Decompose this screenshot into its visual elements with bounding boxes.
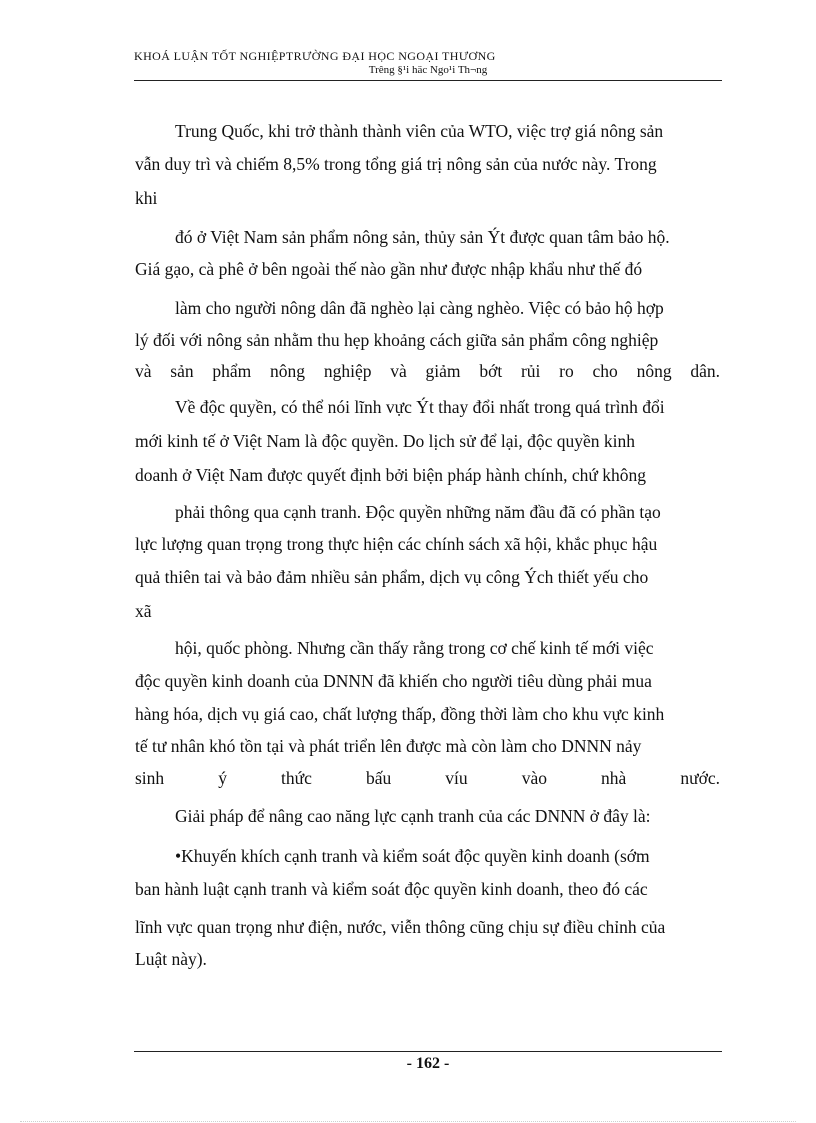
body-line: quả thiên tai và bảo đảm nhiều sản phẩm, dịch vụ công Ých thiết yếu cho bbox=[135, 567, 649, 587]
body-line: lý đối với nông sản nhằm thu hẹp khoảng cách giữa sản phẩm công nghiệp bbox=[135, 330, 659, 350]
page-edge-dots bbox=[20, 1121, 796, 1122]
body-line: Trung Quốc, khi trở thành thành viên của WTO, việc trợ giá nông sản bbox=[175, 121, 664, 141]
body-line: hàng hóa, dịch vụ giá cao, chất lượng thấp, đồng thời làm cho khu vực kinh bbox=[135, 704, 665, 724]
body-line: làm cho người nông dân đã nghèo lại càng nghèo. Việc có bảo hộ hợp bbox=[175, 298, 664, 318]
body-line: Về độc quyền, có thể nói lĩnh vực Ýt thay đổi nhất trong quá trình đổi bbox=[175, 397, 665, 417]
body-line: lĩnh vực quan trọng như điện, nước, viễn thông cũng chịu sự điều chỉnh của bbox=[135, 917, 666, 937]
body-line: ban hành luật cạnh tranh và kiểm soát độc quyền kinh doanh, theo đó các bbox=[135, 879, 648, 899]
body-line: Luật này). bbox=[135, 949, 207, 969]
body-line: sinh ý thức bấu víu vào nhà nước. bbox=[135, 768, 720, 788]
body-line: hội, quốc phòng. Nhưng cần thấy rằng trong cơ chế kinh tế mới việc bbox=[175, 638, 654, 658]
body-line: xã bbox=[135, 601, 152, 621]
bullet-item-line: •Khuyến khích cạnh tranh và kiểm soát độc quyền kinh doanh (sớm bbox=[175, 846, 650, 866]
body-line: vẫn duy trì và chiếm 8,5% trong tổng giá trị nông sản của nước này. Trong bbox=[135, 154, 657, 174]
body-line: doanh ở Việt Nam được quyết định bởi biện pháp hành chính, chứ không bbox=[135, 465, 646, 485]
running-header-title: KHOÁ LUẬN TỐT NGHIỆPTRƯỜNG ĐẠI HỌC NGOẠI THƯƠNG bbox=[134, 49, 496, 63]
body-line: khi bbox=[135, 188, 158, 208]
body-line: mới kinh tế ở Việt Nam là độc quyền. Do lịch sử để lại, độc quyền kinh bbox=[135, 431, 635, 451]
body-line: độc quyền kinh doanh của DNNN đã khiến cho người tiêu dùng phải mua bbox=[135, 671, 652, 691]
body-line: và sản phẩm nông nghiệp và giảm bớt rủi ro cho nông dân. bbox=[135, 361, 720, 381]
body-line: lực lượng quan trọng trong thực hiện các chính sách xã hội, khắc phục hậu bbox=[135, 534, 658, 554]
body-line: đó ở Việt Nam sản phẩm nông sản, thủy sản Ýt được quan tâm bảo hộ. bbox=[175, 227, 670, 247]
running-header-subtitle: Trêng §¹i häc Ngo¹i Th¬ng bbox=[368, 64, 488, 76]
footer-divider bbox=[134, 1051, 722, 1052]
body-line: Giá gạo, cà phê ở bên ngoài thế nào gần như được nhập khẩu như thế đó bbox=[135, 259, 643, 279]
body-line: tế tư nhân khó tồn tại và phát triển lên được mà còn làm cho DNNN nảy bbox=[135, 736, 642, 756]
header-divider bbox=[134, 80, 722, 81]
body-line: phải thông qua cạnh tranh. Độc quyền những năm đầu đã có phần tạo bbox=[175, 502, 661, 522]
body-line: Giải pháp để nâng cao năng lực cạnh tranh của các DNNN ở đây là: bbox=[175, 806, 651, 826]
page-number: - 162 - bbox=[406, 1055, 450, 1072]
